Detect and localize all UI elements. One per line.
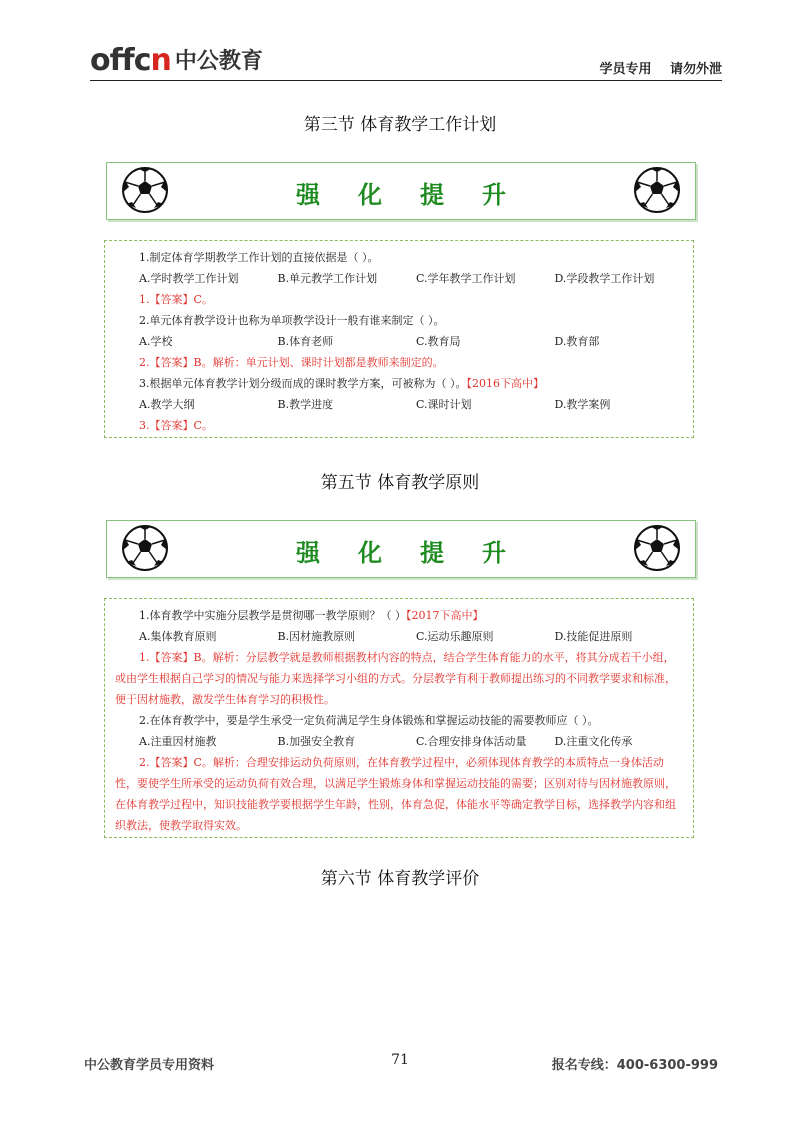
option-a: A.学时教学工作计划 — [139, 272, 239, 285]
page-number: 71 — [391, 1052, 409, 1068]
option-a: A.教学大纲 — [139, 398, 195, 411]
banner-title: 强化提升 — [296, 180, 544, 209]
option-b: B.单元教学工作计划 — [277, 272, 378, 285]
answer-text: 2.【答案】B。解析：单元计划、课时计划都是教师来制定的。 — [139, 356, 444, 369]
header-divider — [90, 80, 722, 81]
option-c: C.学年教学工作计划 — [416, 272, 516, 285]
logo-text-en: offcn — [90, 43, 171, 78]
option-d: D.教学案例 — [554, 398, 611, 411]
logo-text-cn: 中公教育 — [174, 49, 263, 74]
soccer-ball-icon — [633, 166, 681, 214]
section-title-3: 第三节 体育教学工作计划 — [303, 115, 497, 135]
header-tag-no-leak: 请勿外泄 — [669, 62, 722, 77]
question-options — [105, 394, 693, 415]
section-title-6: 第六节 体育教学评价 — [320, 869, 480, 889]
question-stem: 1.体育教学中实施分层教学是贯彻哪一教学原则？（ ）【2017下高中】 — [139, 609, 484, 622]
option-a: A.学校 — [139, 335, 173, 348]
option-a: A.集体教育原则 — [139, 630, 217, 643]
practice-banner-2 — [106, 520, 696, 578]
offcn-logo — [90, 38, 263, 78]
answer-explanation: 1.【答案】B。解析：分层教学就是教师根据教材内容的特点，结合学生体育能力的水平，将其分成若干小组，或由学生根据自己学习的情况与能力来选择学习小组的方式。分层教学有利于教师提出练习的不同教学要求和标准，便于因材施教，激发学生体育学习的积极性。 — [115, 651, 676, 706]
footer-hotline: 报名专线：400-6300-999 — [551, 1058, 718, 1073]
option-a: A.注重因材施教 — [139, 735, 217, 748]
option-b: B.教学进度 — [277, 398, 334, 411]
exam-year-tag: 【2017下高中】 — [406, 609, 484, 622]
option-d: D.技能促进原则 — [554, 630, 633, 643]
option-b: B.加强安全教育 — [277, 735, 356, 748]
section-title-5: 第五节 体育教学原则 — [320, 473, 480, 493]
soccer-ball-icon — [633, 524, 681, 572]
option-c: C.运动乐趣原则 — [416, 630, 494, 643]
option-d: D.学段教学工作计划 — [554, 272, 655, 285]
header-tags — [599, 58, 722, 77]
page-header — [90, 38, 722, 80]
answer-text: 3.【答案】C。 — [139, 419, 213, 432]
option-b: B.因材施教原则 — [277, 630, 356, 643]
footer-left-text: 中公教育学员专用资料 — [84, 1058, 215, 1073]
question-options — [105, 331, 693, 352]
option-d: D.教育部 — [554, 335, 600, 348]
practice-banner-1 — [106, 162, 696, 220]
question-stem: 3.根据单元体育教学计划分级而成的课时教学方案，可被称为（ ）。【2016下高中】 — [139, 377, 544, 390]
answer-text: 1.【答案】C。 — [139, 293, 213, 306]
question-options — [105, 731, 693, 752]
question-stem: 2.单元体育教学设计也称为单项教学设计一般有谁来制定（ ）。 — [139, 314, 445, 327]
question-stem: 2.在体育教学中，要是学生承受一定负荷满足学生身体锻炼和掌握运动技能的需要教师应（ ）。 — [139, 714, 599, 727]
banner-title: 强化提升 — [296, 538, 544, 567]
question-options — [105, 626, 693, 647]
question-box-2 — [104, 598, 694, 838]
option-b: B.体育老师 — [277, 335, 334, 348]
option-c: C.课时计划 — [416, 398, 472, 411]
question-stem: 1.制定体育学期教学工作计划的直接依据是（ ）。 — [139, 251, 379, 264]
answer-explanation: 2.【答案】C。解析：合理安排运动负荷原则，在体育教学过程中，必须体现体育教学的本质特点一身体活动性，要使学生所承受的运动负荷有效合理，以满足学生锻炼身体和掌握运动技能的需要；区别对待与因材施教原则，在体育教学过程中，知识技能教学要根据学生年龄，性别，体育急促，体能水平等确定教学目标，选择教学内容和组织教法，使教学取得实效。 — [115, 756, 676, 832]
option-c: C.合理安排身体活动量 — [416, 735, 527, 748]
exam-year-tag: 【2016下高中】 — [466, 377, 544, 390]
option-c: C.教育局 — [416, 335, 461, 348]
option-d: D.注重文化传承 — [554, 735, 633, 748]
question-box-1 — [104, 240, 694, 438]
question-options — [105, 268, 693, 289]
header-tag-students-only: 学员专用 — [599, 62, 652, 77]
